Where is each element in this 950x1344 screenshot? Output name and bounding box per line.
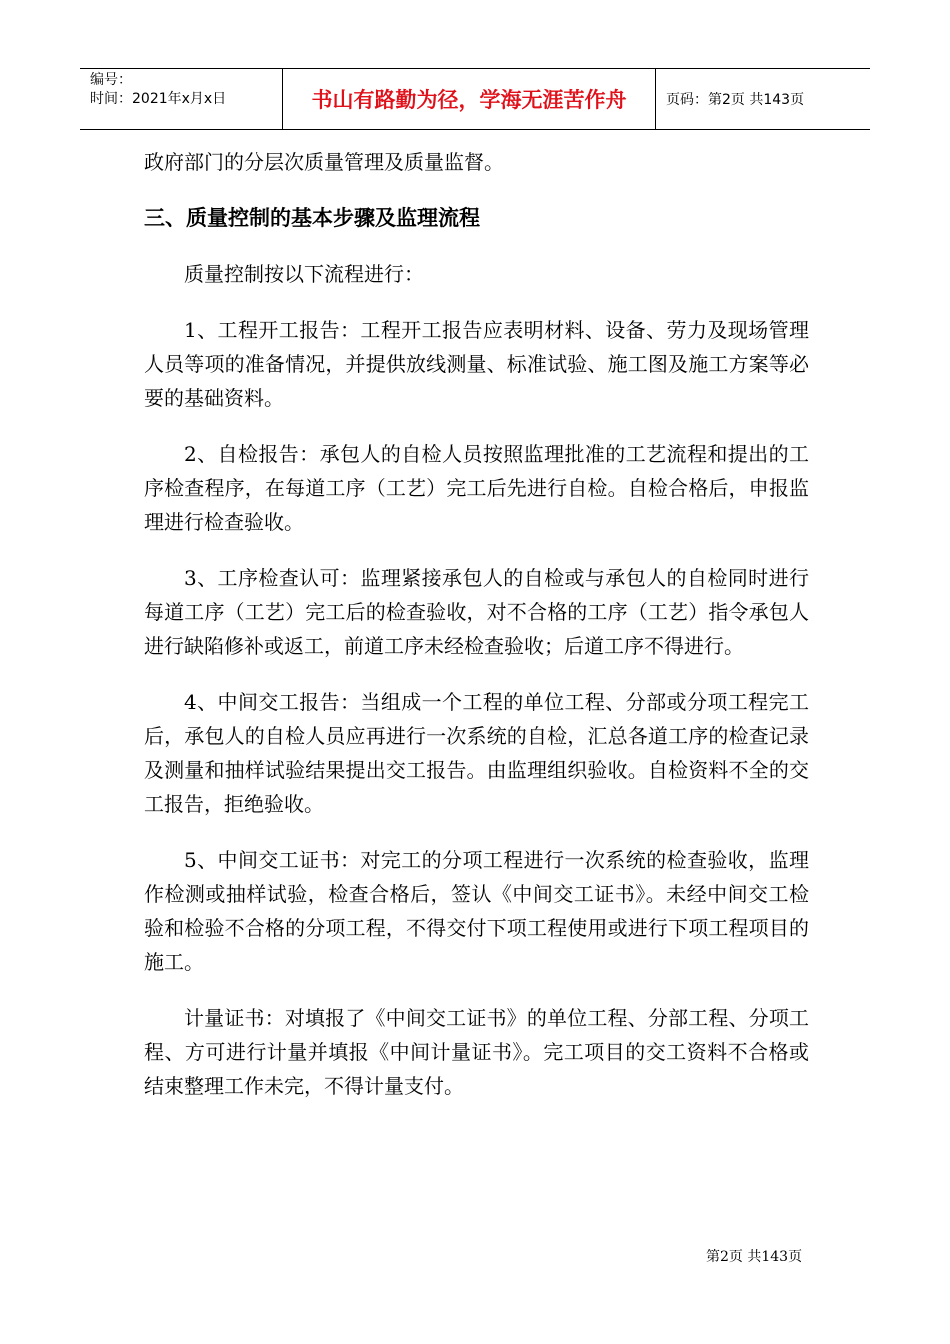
paragraph-step-4: 4、中间交工报告：当组成一个工程的单位工程、分部或分项工程完工后，承包人的自检人员应再进行一次系统的自检，汇总各道工序的检查记录及测量和抽样试验结果提出交工报告。由监理组织验收。自检资料不全的交工报告，拒绝验收。: [144, 690, 809, 816]
paragraph-step-2: 2、自检报告：承包人的自检人员按照监理批准的工艺流程和提出的工序检查程序，在每道工序（工艺）完工后先进行自检。自检合格后，申报监理进行检查验收。: [144, 442, 809, 534]
page-header: [80, 68, 870, 130]
paragraph-step-5: 5、中间交工证书：对完工的分项工程进行一次系统的检查验收，监理作检测或抽样试验，检查合格后，签认《中间交工证书》。未经中间交工检验和检验不合格的分项工程，不得交付下项工程使用或进行下项工程项目的施工。: [144, 848, 809, 974]
paragraph-step-3: 3、工序检查认可：监理紧接承包人的自检或与承包人的自检同时进行每道工序（工艺）完工后的检查验收，对不合格的工序（工艺）指令承包人进行缺陷修补或返工，前道工序未经检查验收；后道工序不得进行。: [144, 566, 809, 658]
header-motto: 书山有路勤为径，学海无涯苦作舟: [282, 69, 656, 129]
section-heading: 三、质量控制的基本步骤及监理流程: [144, 206, 480, 230]
header-meta: [80, 69, 282, 129]
page-footer: 第2页 共143页: [706, 1249, 803, 1265]
paragraph-continuation: 政府部门的分层次质量管理及质量监督。: [144, 150, 504, 174]
document-number-label: 编号：: [90, 72, 132, 88]
paragraph-measurement: 计量证书：对填报了《中间交工证书》的单位工程、分部工程、分项工程、方可进行计量并填报《中间计量证书》。完工项目的交工资料不合格或结束整理工作未完，不得计量支付。: [144, 1006, 809, 1098]
document-body: [144, 145, 809, 1125]
header-page-number: 页码：第2页 共143页: [666, 92, 805, 108]
paragraph-step-1: 1、工程开工报告：工程开工报告应表明材料、设备、劳力及现场管理人员等项的准备情况，并提供放线测量、标准试验、施工图及施工方案等必要的基础资料。: [144, 318, 809, 410]
document-date: 时间：2021年x月x日: [90, 91, 227, 107]
paragraph-intro: 质量控制按以下流程进行：: [184, 262, 424, 286]
